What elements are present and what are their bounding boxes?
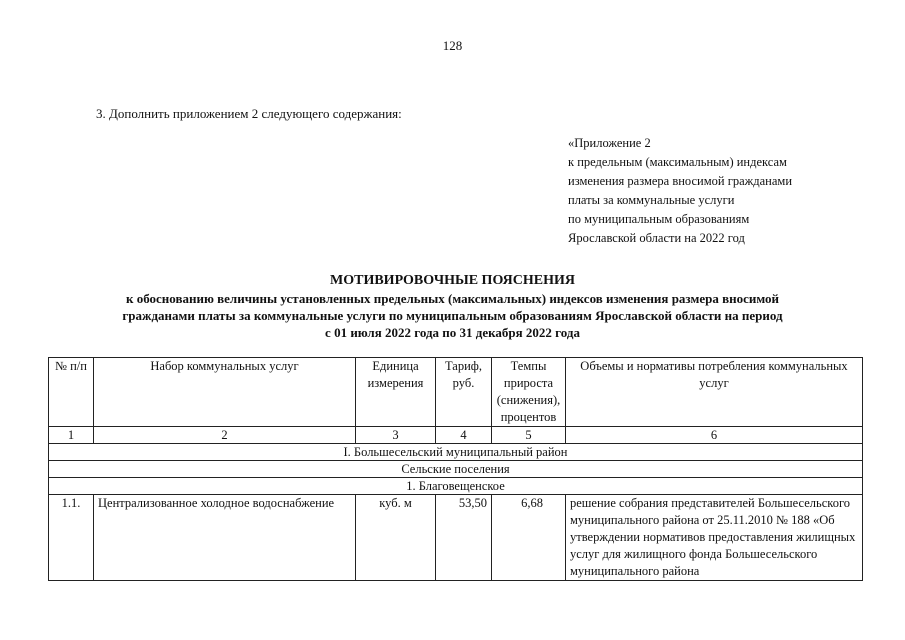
column-number-row — [49, 427, 863, 444]
heading-line: гражданами платы за коммунальные услуги по муниципальным образованиям Ярославской области на период — [122, 308, 783, 323]
header-unit: Единица измерения — [356, 358, 436, 427]
tariff-table — [48, 357, 863, 581]
settlement-row — [49, 478, 863, 495]
header-services: Набор коммунальных услуг — [94, 358, 356, 427]
row-growth: 6,68 — [492, 495, 566, 581]
page-number: 128 — [442, 38, 463, 53]
row-tariff: 53,50 — [436, 495, 492, 581]
document-title: МОТИВИРОВОЧНЫЕ ПОЯСНЕНИЯ — [330, 273, 575, 288]
appendix-line: к предельным (максимальным) индексам — [568, 155, 787, 169]
heading-line: с 01 июля 2022 года по 31 декабря 2022 года — [325, 325, 580, 340]
header-num: № п/п — [49, 358, 94, 427]
column-number: 6 — [566, 427, 863, 444]
instruction-text: 3. Дополнить приложением 2 следующего содержания: — [96, 106, 402, 121]
appendix-line: изменения размера вносимой гражданами — [568, 174, 793, 188]
settlement-type: Сельские поселения — [49, 461, 863, 478]
appendix-line: «Приложение 2 — [568, 136, 651, 150]
column-number: 5 — [492, 427, 566, 444]
district-row — [49, 444, 863, 461]
appendix-reference — [568, 134, 792, 248]
header-growth: Темпы прироста (снижения), процентов — [492, 358, 566, 427]
document-heading — [0, 272, 905, 341]
row-volumes: решение собрания представителей Большесельского муниципального района от 25.11.2010 № 188 «Об утверждении нормативов предоставления жилищных услуг для жилищного фонда Большесельского муниципального района — [566, 495, 863, 581]
row-service: Централизованное холодное водоснабжение — [94, 495, 356, 581]
header-volumes: Объемы и нормативы потребления коммунальных услуг — [566, 358, 863, 427]
row-unit: куб. м — [356, 495, 436, 581]
settlement-type-row — [49, 461, 863, 478]
appendix-line: по муниципальным образованиям — [568, 212, 750, 226]
appendix-line: Ярославской области на 2022 год — [568, 231, 745, 245]
appendix-line: платы за коммунальные услуги — [568, 193, 735, 207]
settlement-name: 1. Благовещенское — [49, 478, 863, 495]
row-num: 1.1. — [49, 495, 94, 581]
header-tariff: Тариф, руб. — [436, 358, 492, 427]
table-header-row — [49, 358, 863, 427]
column-number: 3 — [356, 427, 436, 444]
column-number: 4 — [436, 427, 492, 444]
district-name: I. Большесельский муниципальный район — [49, 444, 863, 461]
table-row — [49, 495, 863, 581]
column-number: 2 — [94, 427, 356, 444]
heading-line: к обоснованию величины установленных предельных (максимальных) индексов изменения размера вносимой — [125, 291, 780, 306]
column-number: 1 — [49, 427, 94, 444]
